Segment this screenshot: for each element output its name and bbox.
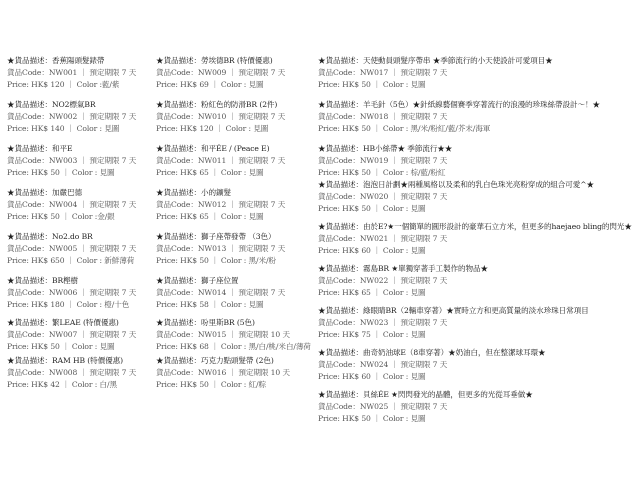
product-item (156, 317, 314, 353)
product-price: Price: HK$ 69 ｜ Color : 見圖 (156, 80, 264, 89)
product-item (156, 275, 314, 311)
product-description: ★貨品描述：泡泡日計劃★兩種風格以及柔和的乳白色珠光亮粉穿成的組合可愛^★ (318, 180, 595, 189)
product-code: 貨品Code：NW002 ｜ 預定期限 7 天 (7, 112, 137, 121)
product-description: ★貨品描述：粉紅色的防滑BR (2件) (156, 100, 278, 109)
product-item (7, 143, 149, 179)
product-description: ★貨品描述：RAM HB (特價優惠) (7, 356, 123, 365)
product-price: Price: HK$ 60 ｜ Color : 見圖 (318, 372, 426, 381)
product-price: Price: HK$ 60 ｜ Color : 見圖 (318, 246, 426, 255)
product-description: ★貨品描述：繁LEAE (特價優惠) (7, 318, 119, 327)
product-code: 貨品Code：NW015 ｜ 預定期限 10 天 (156, 330, 290, 339)
product-price: Price: HK$ 50 ｜ Color :金/銀 (7, 212, 115, 221)
product-code: 貨品Code：NW001 ｜ 預定期限 7 天 (7, 68, 137, 77)
product-item (7, 187, 149, 223)
product-description: ★貨品描述：NO2標氣BR (7, 100, 96, 109)
product-price: Price: HK$ 50 ｜ Color : 紅/粽 (156, 380, 266, 389)
product-price: Price: HK$ 50 ｜ Color : 黑/米/粉紅/藍/芥末/海軍 (318, 124, 491, 133)
product-description: ★貨品描述：No2.do BR (7, 232, 93, 241)
product-item (7, 99, 149, 135)
product-item (7, 317, 149, 353)
product-item (318, 221, 638, 257)
product-price: Price: HK$ 50 ｜ Color : 見圖 (318, 204, 426, 213)
product-price: Price: HK$ 50 ｜ Color : 見圖 (7, 168, 115, 177)
product-description: ★貨品描述：勞埃德BR (特價優惠) (156, 56, 273, 65)
product-item (318, 389, 638, 425)
product-price: Price: HK$ 50 ｜ Color : 見圖 (318, 80, 426, 89)
product-description: ★貨品描述：貝絲ÉE ★閃閃發光的晶體，但更多的光從耳垂做★ (318, 390, 533, 399)
product-description: ★貨品描述：BR樫樹 (7, 276, 79, 285)
product-item (318, 305, 638, 341)
product-item (318, 55, 638, 91)
product-price: Price: HK$ 50 ｜ Color : 黑/米/粉 (156, 256, 276, 265)
product-code: 貨品Code：NW005 ｜ 預定期限 7 天 (7, 244, 137, 253)
product-item (156, 231, 314, 267)
product-item (156, 187, 314, 223)
product-item (318, 99, 638, 135)
product-code: 貨品Code：NW022 ｜ 預定期限 7 天 (318, 276, 448, 285)
product-code: 貨品Code：NW020 ｜ 預定期限 7 天 (318, 192, 448, 201)
product-description: ★貨品描述：綠眼睛BR（2輛車穿著）★實時立方和更高質量的淡水珍珠日常項目 (318, 306, 589, 315)
product-price: Price: HK$ 65 ｜ Color : 見圖 (156, 212, 264, 221)
product-item (7, 355, 149, 391)
product-price: Price: HK$ 50 ｜ Color : 棕/藍/粉紅 (318, 168, 446, 177)
product-item (156, 355, 314, 391)
product-price: Price: HK$ 650 ｜ Color : 新鮮薄荷 (7, 256, 135, 265)
product-item (156, 99, 314, 135)
product-description: ★貨品描述：由於E?★一個簡單的圓形設計的豪華石立方米，但更多的haejaeo bling的閃光★ (318, 222, 632, 231)
product-description: ★貨品描述：巧克力點頭髮帶 (2色) (156, 356, 274, 365)
product-code: 貨品Code：NW006 ｜ 預定期限 7 天 (7, 288, 137, 297)
product-description: ★貨品描述：加嚴巴德 (7, 188, 82, 197)
product-description: ★貨品描述：和平E (7, 144, 73, 153)
product-price: Price: HK$ 50 ｜ Color : 見圖 (7, 342, 115, 351)
product-item (318, 347, 638, 383)
product-price: Price: HK$ 140 ｜ Color : 見圖 (7, 124, 120, 133)
product-item (7, 231, 149, 267)
product-code: 貨品Code：NW018 ｜ 預定期限 7 天 (318, 112, 448, 121)
product-code: 貨品Code：NW019 ｜ 預定期限 7 天 (318, 156, 448, 165)
product-code: 貨品Code：NW003 ｜ 預定期限 7 天 (7, 156, 137, 165)
product-code: 貨品Code：NW017 ｜ 預定期限 7 天 (318, 68, 448, 77)
product-description: ★貨品描述：HB小絲帶★ 季節流行★★ (318, 144, 453, 153)
product-description: ★貨品描述：香蕉陽頭髮錶帶 (7, 56, 105, 65)
product-item (318, 179, 638, 215)
product-price: Price: HK$ 50 ｜ Color : 見圖 (318, 414, 426, 423)
product-item (156, 143, 314, 179)
product-description: ★貨品描述：天使動員頭髮序帶串 ★季節流行的小天使設計可愛項目★ (318, 56, 553, 65)
product-description: ★貨品描述：霧島BR ★單獨穿著手工製作的物品★ (318, 264, 488, 273)
product-code: 貨品Code：NW021 ｜ 預定期限 7 天 (318, 234, 448, 243)
product-description: ★貨品描述：吩里斯BR (5色) (156, 318, 255, 327)
product-item (7, 55, 149, 91)
product-description: ★貨品描述：羊毛針（5色）★針紙線藝個賽季穿著流行的浪漫的珍珠絲帶設計～！★ (318, 100, 600, 109)
product-code: 貨品Code：NW025 ｜ 預定期限 7 天 (318, 402, 448, 411)
product-description: ★貨品描述：和平ÉE / (Peace E) (156, 144, 270, 153)
product-item (318, 263, 638, 299)
product-code: 貨品Code：NW013 ｜ 預定期限 7 天 (156, 244, 286, 253)
product-price: Price: HK$ 68 ｜ Color : 黑/白/桃/米白/薄荷 (156, 342, 311, 351)
product-code: 貨品Code：NW008 ｜ 預定期限 7 天 (7, 368, 137, 377)
product-code: 貨品Code：NW004 ｜ 預定期限 7 天 (7, 200, 137, 209)
product-description: ★貨品描述：曲奇奶油球E（8車穿著）★奶油白，但在整潔球耳環★ (318, 348, 546, 357)
product-price: Price: HK$ 120 ｜ Color : 見圖 (156, 124, 269, 133)
product-price: Price: HK$ 65 ｜ Color : 見圖 (156, 168, 264, 177)
product-code: 貨品Code：NW012 ｜ 預定期限 7 天 (156, 200, 286, 209)
product-description: ★貨品描述：獅子座帶發帶 （3色） (156, 232, 276, 241)
product-price: Price: HK$ 75 ｜ Color : 見圖 (318, 330, 426, 339)
product-price: Price: HK$ 42 ｜ Color : 白/黑 (7, 380, 117, 389)
product-price: Price: HK$ 58 ｜ Color : 見圖 (156, 300, 264, 309)
product-code: 貨品Code：NW016 ｜ 預定期限 10 天 (156, 368, 290, 377)
product-code: 貨品Code：NW011 ｜ 預定期限 7 天 (156, 156, 286, 165)
product-code: 貨品Code：NW024 ｜ 預定期限 7 天 (318, 360, 448, 369)
product-description: ★貨品描述：獅子座位置 (156, 276, 239, 285)
product-price: Price: HK$ 180 ｜ Color : 橙/十色 (7, 300, 130, 309)
product-item (7, 275, 149, 311)
product-code: 貨品Code：NW007 ｜ 預定期限 7 天 (7, 330, 137, 339)
product-price: Price: HK$ 120 ｜ Color :藍/紫 (7, 80, 120, 89)
product-item (318, 143, 638, 179)
product-code: 貨品Code：NW023 ｜ 預定期限 7 天 (318, 318, 448, 327)
product-description: ★貨品描述：小的鑛髮 (156, 188, 231, 197)
product-code: 貨品Code：NW010 ｜ 預定期限 7 天 (156, 112, 286, 121)
product-code: 貨品Code：NW014 ｜ 預定期限 7 天 (156, 288, 286, 297)
product-item (156, 55, 314, 91)
product-code: 貨品Code：NW009 ｜ 預定期限 7 天 (156, 68, 286, 77)
product-price: Price: HK$ 65 ｜ Color : 見圖 (318, 288, 426, 297)
